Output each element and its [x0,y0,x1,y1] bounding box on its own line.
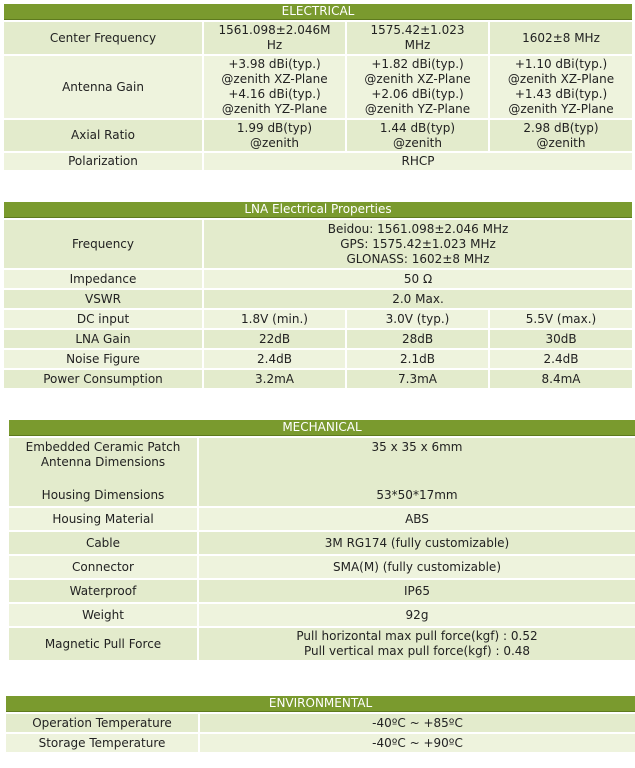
cable-value: 3M RG174 (fully customizable) [199,532,635,554]
impedance-label: Impedance [4,270,202,288]
antenna-gain-glonass: +1.10 dBi(typ.) @zenith XZ-Plane +1.43 dBi(typ.) @zenith YZ-Plane [490,56,632,118]
patch-dimensions-value: 35 x 35 x 6mm 53*50*17mm [199,438,635,506]
connector-value: SMA(M) (fully customizable) [199,556,635,578]
power-consumption-min: 3.2mA [204,370,345,388]
power-consumption-max: 8.4mA [490,370,632,388]
mechanical-section [7,418,635,662]
center-frequency-gps: 1575.42±1.023 MHz [347,22,488,54]
storage-temperature-label: Storage Temperature [6,734,198,752]
axial-ratio-label: Axial Ratio [4,120,202,151]
center-frequency-glonass: 1602±8 MHz [490,22,632,54]
environmental-title: ENVIRONMENTAL [6,696,635,712]
axial-ratio-gps: 1.44 dB(typ) @zenith [347,120,488,151]
lna-title: LNA Electrical Properties [4,202,632,218]
operation-temperature-value: -40ºC ~ +85ºC [200,714,635,732]
environmental-table [4,694,635,754]
noise-figure-label: Noise Figure [4,350,202,368]
axial-ratio-beidou: 1.99 dB(typ) @zenith [204,120,345,151]
electrical-section [2,2,634,172]
housing-material-value: ABS [199,508,635,530]
axial-ratio-glonass: 2.98 dB(typ) @zenith [490,120,632,151]
vswr-value: 2.0 Max. [204,290,632,308]
electrical-title: ELECTRICAL [4,4,632,20]
mechanical-table [7,418,635,662]
polarization-label: Polarization [4,153,202,170]
connector-label: Connector [9,556,197,578]
antenna-gain-label: Antenna Gain [4,56,202,118]
antenna-gain-gps: +1.82 dBi(typ.) @zenith XZ-Plane +2.06 dBi(typ.) @zenith YZ-Plane [347,56,488,118]
waterproof-label: Waterproof [9,580,197,602]
environmental-section [4,694,635,754]
antenna-gain-beidou: +3.98 dBi(typ.) @zenith XZ-Plane +4.16 dBi(typ.) @zenith YZ-Plane [204,56,345,118]
magnetic-pull-value: Pull horizontal max pull force(kgf) : 0.52 Pull vertical max pull force(kgf) : 0.48 [199,628,635,660]
noise-figure-min: 2.4dB [204,350,345,368]
electrical-table [2,2,634,172]
impedance-value: 50 Ω [204,270,632,288]
lna-frequency-value: Beidou: 1561.098±2.046 MHz GPS: 1575.42±1.023 MHz GLONASS: 1602±8 MHz [204,220,632,268]
dc-input-max: 5.5V (max.) [490,310,632,328]
lna-section [2,200,634,390]
vswr-label: VSWR [4,290,202,308]
power-consumption-label: Power Consumption [4,370,202,388]
lna-gain-typ: 28dB [347,330,488,348]
noise-figure-typ: 2.1dB [347,350,488,368]
operation-temperature-label: Operation Temperature [6,714,198,732]
patch-dimensions-label: Embedded Ceramic Patch Antenna Dimensions Housing Dimensions [9,438,197,506]
housing-dimensions-label: Housing Dimensions [41,488,165,502]
magnetic-pull-label: Magnetic Pull Force [9,628,197,660]
dc-input-min: 1.8V (min.) [204,310,345,328]
lna-gain-label: LNA Gain [4,330,202,348]
cable-label: Cable [9,532,197,554]
dc-input-typ: 3.0V (typ.) [347,310,488,328]
mechanical-title: MECHANICAL [9,420,635,436]
lna-gain-max: 30dB [490,330,632,348]
lna-frequency-label: Frequency [4,220,202,268]
weight-value: 92g [199,604,635,626]
storage-temperature-value: -40ºC ~ +90ºC [200,734,635,752]
housing-dimensions-value: 53*50*17mm [376,488,458,502]
lna-table [2,200,634,390]
center-frequency-beidou: 1561.098±2.046M Hz [204,22,345,54]
center-frequency-label: Center Frequency [4,22,202,54]
waterproof-value: IP65 [199,580,635,602]
housing-material-label: Housing Material [9,508,197,530]
dc-input-label: DC input [4,310,202,328]
power-consumption-typ: 7.3mA [347,370,488,388]
polarization-value: RHCP [204,153,632,170]
noise-figure-max: 2.4dB [490,350,632,368]
weight-label: Weight [9,604,197,626]
lna-gain-min: 22dB [204,330,345,348]
